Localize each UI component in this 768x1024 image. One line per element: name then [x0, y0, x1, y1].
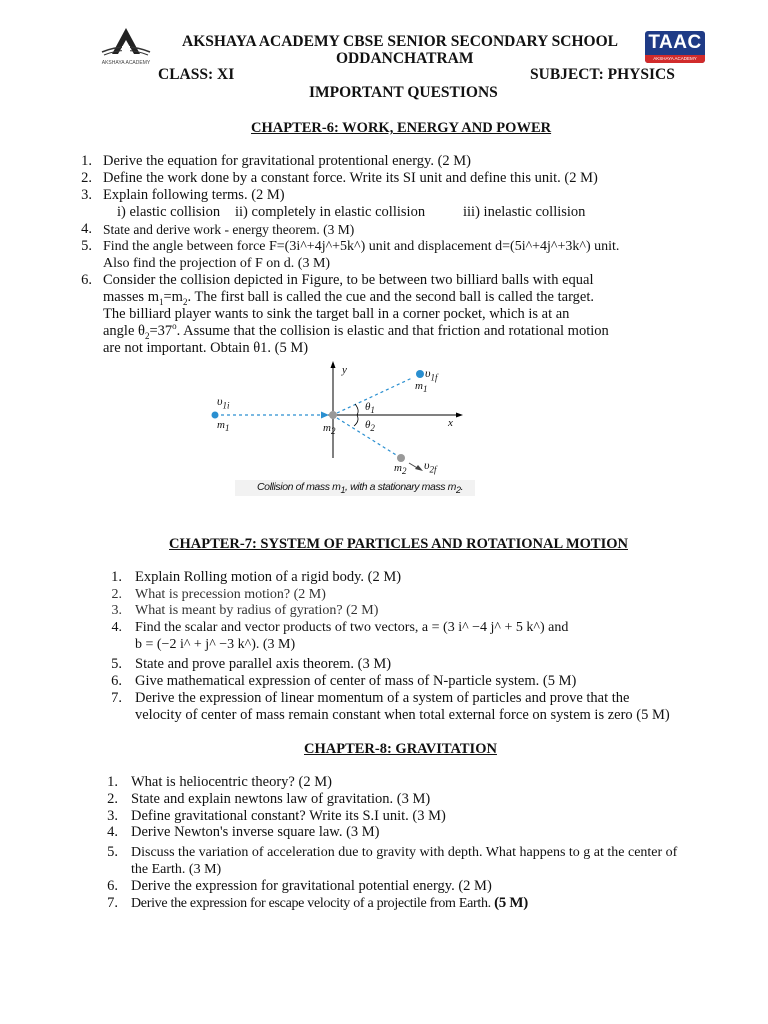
theta2-label: $\theta_2$ [365, 419, 375, 434]
collision-diagram [205, 358, 505, 498]
ch8-q5-line2: the Earth. (3 M) [131, 862, 222, 877]
school-location: ODDANCHATRAM [336, 50, 474, 67]
document-title: IMPORTANT QUESTIONS [309, 84, 498, 101]
ch6-q5-line2: Also find the projection of F on d. (3 M) [103, 256, 331, 271]
subject-label: SUBJECT: PHYSICS [530, 66, 675, 83]
y-axis-label: y [342, 364, 347, 376]
ch8-q7-marks: (5 M) [494, 895, 528, 911]
school-logo [96, 24, 156, 68]
chapter-7-title: CHAPTER-7: SYSTEM OF PARTICLES AND ROTATIONAL MOTION [169, 536, 628, 552]
ch7-q4-line2: b = (−2 i^ + j^ −3 k^). (3 M) [135, 637, 296, 652]
ch6-q3-term-i: i) elastic collision [117, 204, 221, 220]
ch7-q7-line2: velocity of center of mass remain constant when total external force on system is zero (5 M) [135, 707, 670, 723]
ch6-q3-term-iii: iii) inelastic collision [463, 204, 586, 220]
diagram-caption: Collision of mass $m_1$, with a stationary mass $m_2$. [257, 481, 464, 496]
m1-right-label: $m_1$ [415, 380, 428, 395]
m1-left-label: $m_1$ [217, 419, 230, 434]
ch6-q6-line5: are not important. Obtain θ1. (5 M) [103, 340, 309, 356]
taac-logo-text: TAAC [648, 32, 702, 53]
theta1-label: $\theta_1$ [365, 401, 375, 416]
m2-center-label: $m_2$ [323, 422, 336, 437]
ch6-q3-term-ii: ii) completely in elastic collision [235, 204, 426, 220]
logo-caption: AKSHAYA ACADEMY [101, 60, 151, 66]
x-axis-label: x [448, 417, 453, 429]
taac-logo [645, 31, 705, 63]
chapter-6-title: CHAPTER-6: WORK, ENERGY AND POWER [251, 120, 552, 136]
v1f-label: $\upsilon_{1f}$ [425, 366, 438, 383]
ch6-q6-line3: The billiard player wants to sink the target ball in a corner pocket, which is at an [103, 306, 570, 322]
class-label: CLASS: XI [158, 66, 235, 83]
ch6-q6-line2: masses $m_1=m_2$. The first ball is called the cue and the second ball is called the target. [103, 289, 594, 307]
school-name: AKSHAYA ACADEMY CBSE SENIOR SECONDARY SCHOOL [182, 33, 618, 50]
m2-bottom-label: $m_2$ [394, 462, 407, 477]
ch6-q6-line4: angle $\theta_2=37^o$. Assume that the collision is elastic and that friction and rotational motion [103, 321, 609, 341]
chapter-8-title: CHAPTER-8: GRAVITATION [304, 741, 497, 757]
v2f-label: $\upsilon_{2f}$ [424, 458, 437, 475]
v1i-label: $\upsilon_{1i}$ [217, 394, 230, 411]
taac-logo-sub: AKSHAYA ACADEMY [645, 55, 705, 63]
